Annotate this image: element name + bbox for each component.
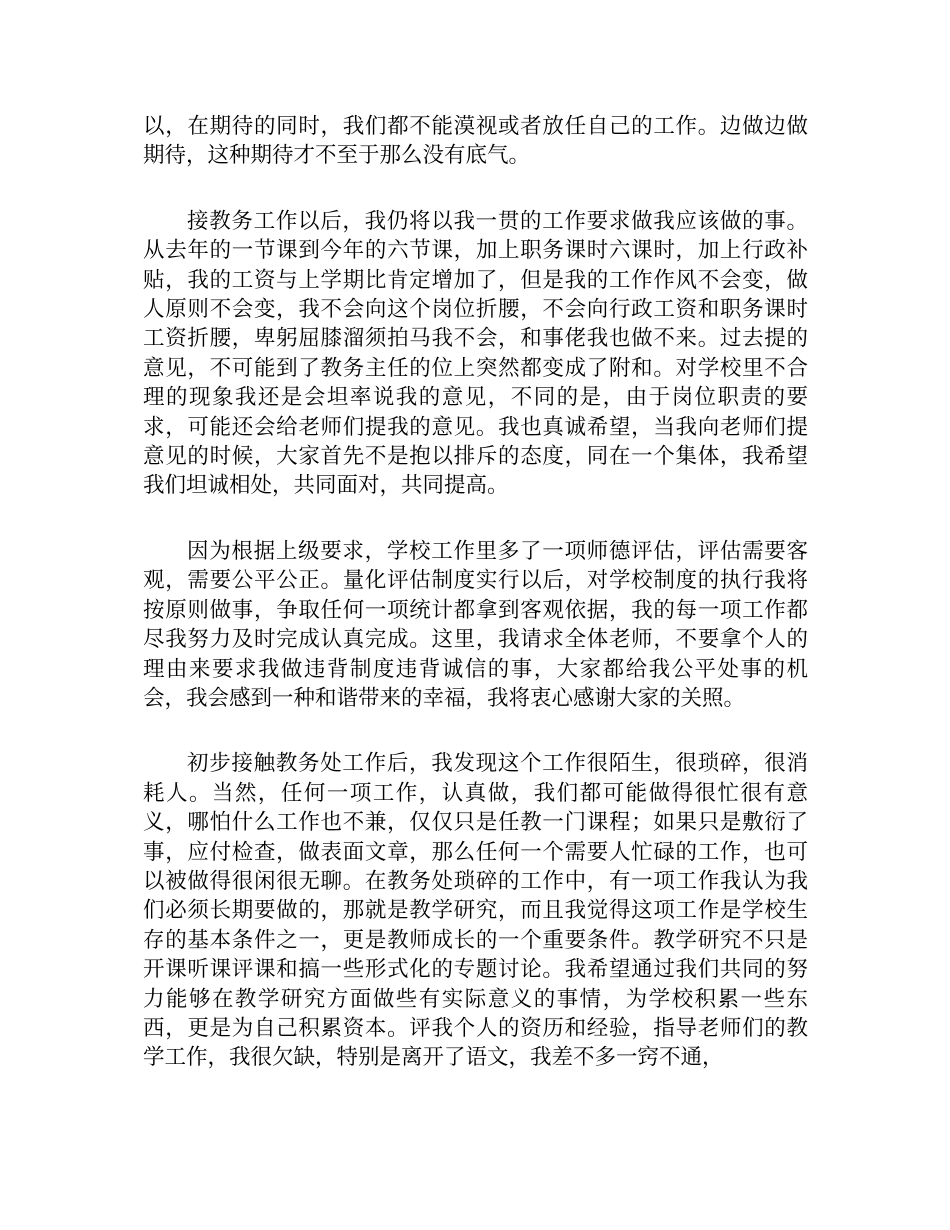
document-page [143, 112, 808, 1109]
paragraph-2: 接教务工作以后，我仍将以我一贯的工作要求做我应该做的事。从去年的一节课到今年的六节课，加上职务课时六课时，加上行政补贴，我的工资与上学期比肯定增加了，但是我的工作作风不会变，做人原则不会变，我不会向这个岗位折腰，不会向行政工资和职务课时工资折腰，卑躬屈膝溜须拍马我不会，和事佬我也做不来。过去提的意见，不可能到了教务主任的位上突然都变成了附和。对学校里不合理的现象我还是会坦率说我的意见，不同的是，由于岗位职责的要求，可能还会给老师们提我的意见。我也真诚希望，当我向老师们提意见的时候，大家首先不是抱以排斥的态度，同在一个集体，我希望我们坦诚相处，共同面对，共同提高。 [143, 208, 808, 499]
paragraph-3: 因为根据上级要求，学校工作里多了一项师德评估，评估需要客观，需要公平公正。量化评估制度实行以后，对学校制度的执行我将按原则做事，争取任何一项统计都拿到客观依据，我的每一项工作都尽我努力及时完成认真完成。这里，我请求全体老师，不要拿个人的理由来要求我做违背制度违背诚信的事，大家都给我公平处事的机会，我会感到一种和谐带来的幸福，我将衷心感谢大家的关照。 [143, 538, 808, 711]
paragraph-1: 以，在期待的同时，我们都不能漠视或者放任自己的工作。边做边做期待，这种期待才不至于那么没有底气。 [143, 114, 808, 169]
paragraph-4: 初步接触教务处工作后，我发现这个工作很陌生，很琐碎，很消耗人。当然，任何一项工作，认真做，我们都可能做得很忙很有意义，哪怕什么工作也不兼，仅仅只是任教一门课程；如果只是敷衍了事，应付检查，做表面文章，那么任何一个需要人忙碌的工作，也可以被做得很闲很无聊。在教务处琐碎的工作中，有一项工作我认为我们必须长期要做的，那就是教学研究，而且我觉得这项工作是学校生存的基本条件之一，更是教师成长的一个重要条件。教学研究不只是开课听课评课和搞一些形式化的专题讨论。我希望通过我们共同的努力能够在教学研究方面做些有实际意义的事情，为学校积累一些东西，更是为自己积累资本。评我个人的资历和经验，指导老师们的教学工作，我很欠缺，特别是离开了语文，我差不多一窍不通， [143, 751, 808, 1071]
